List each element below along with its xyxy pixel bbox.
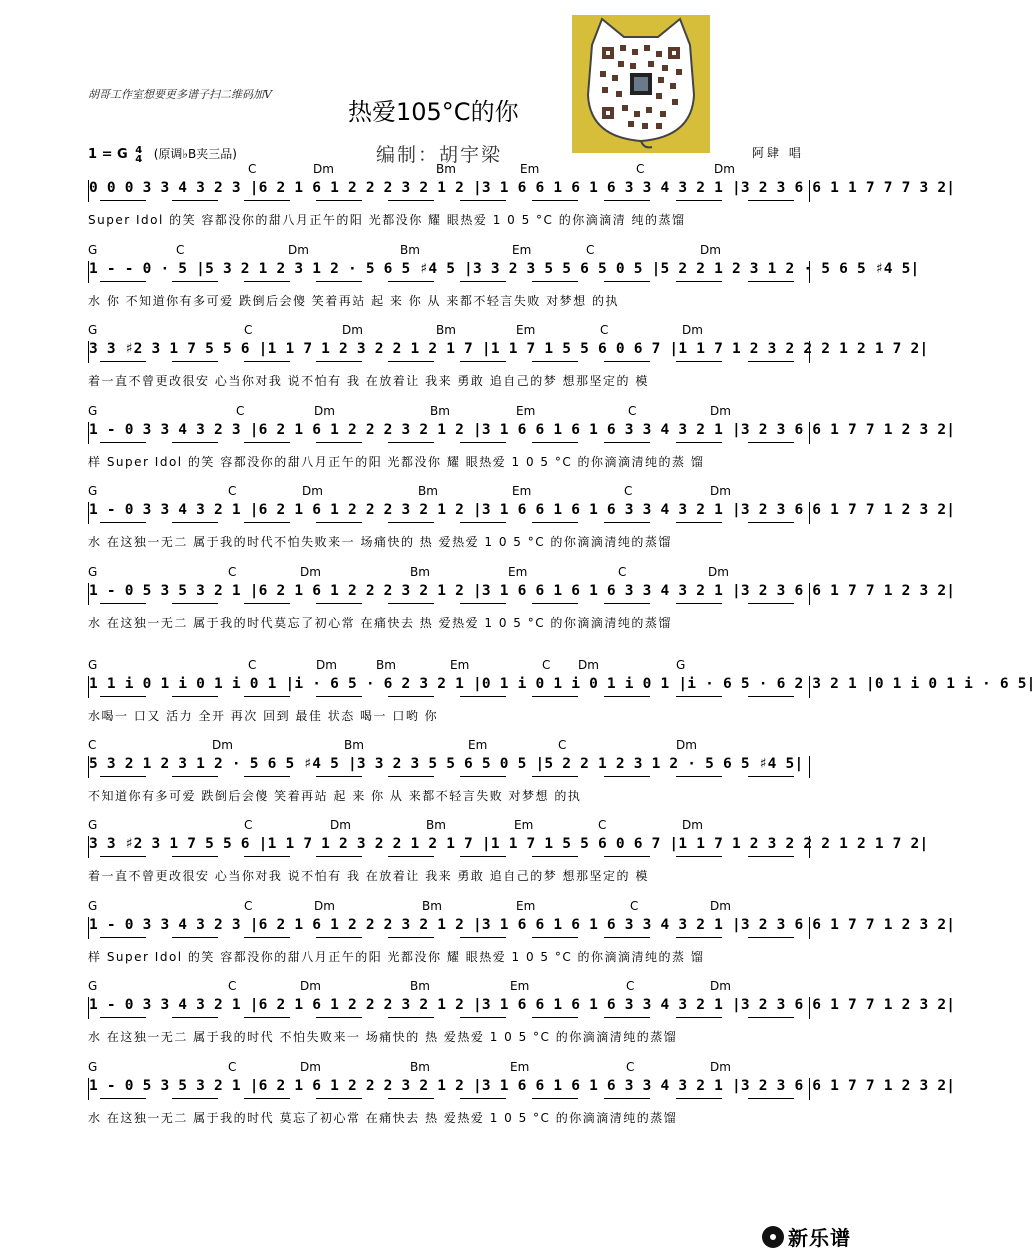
beam-line bbox=[748, 522, 794, 523]
chord-symbol: Em bbox=[512, 484, 532, 498]
score-line bbox=[88, 979, 956, 1057]
song-title: 热爱105°C的你 bbox=[348, 98, 519, 126]
beam-line bbox=[604, 442, 650, 443]
chord-symbol: Dm bbox=[300, 979, 321, 993]
beam-lines bbox=[88, 856, 808, 862]
chord-symbol: Bm bbox=[376, 658, 396, 672]
beam-line bbox=[460, 603, 506, 604]
chord-symbol: C bbox=[628, 404, 637, 418]
score-line bbox=[88, 162, 956, 240]
beam-line bbox=[748, 200, 794, 201]
chord-symbol: C bbox=[618, 565, 627, 579]
site-logo bbox=[762, 1222, 851, 1248]
beam-line bbox=[244, 200, 290, 201]
beam-line bbox=[388, 522, 434, 523]
score-line bbox=[88, 738, 808, 816]
beam-line bbox=[100, 361, 146, 362]
chord-symbol: Em bbox=[512, 243, 532, 257]
notation-row: 3 3 ♯2 3 1 7 5 5 6 |1 1 7 1 2 3 2 2 1 2 1 7 |1 1 7 1 5 5 6 0 6 7 |1 1 7 1 2 3 2 2 2 1 2 1 7 2| bbox=[88, 836, 810, 858]
beam-line bbox=[532, 696, 578, 697]
chord-symbol: Dm bbox=[314, 899, 335, 913]
beam-line bbox=[676, 1017, 722, 1018]
chord-symbol: C bbox=[598, 818, 607, 832]
chord-symbol: Dm bbox=[302, 484, 323, 498]
chord-symbol: C bbox=[248, 162, 257, 176]
chord-symbol: Bm bbox=[410, 979, 430, 993]
score-line bbox=[88, 899, 956, 977]
beam-line bbox=[460, 522, 506, 523]
chord-row bbox=[88, 162, 808, 176]
beam-line bbox=[316, 937, 362, 938]
notation-row: 1 - 0 3 3 4 3 2 1 |6 2 1 6 1 2 2 2 3 2 1 2 |3 1 6 6 1 6 1 6 3 3 4 3 2 1 |3 2 3 6 6 1 7 7 1 2 3 2| bbox=[88, 502, 810, 524]
beam-line bbox=[604, 696, 650, 697]
beam-line bbox=[748, 1098, 794, 1099]
beam-line bbox=[604, 603, 650, 604]
chord-symbol: Dm bbox=[710, 899, 731, 913]
chord-symbol: C bbox=[248, 658, 257, 672]
chord-symbol: C bbox=[244, 818, 253, 832]
beam-line bbox=[172, 442, 218, 443]
chord-symbol: Em bbox=[510, 979, 530, 993]
chord-symbol: G bbox=[88, 484, 98, 498]
chord-symbol: Em bbox=[514, 818, 534, 832]
beam-line bbox=[316, 696, 362, 697]
arranger: 编制：胡宇梁 bbox=[376, 144, 503, 166]
beam-line bbox=[748, 1017, 794, 1018]
beam-lines bbox=[88, 361, 808, 367]
chord-symbol: C bbox=[88, 738, 97, 752]
chord-row bbox=[88, 899, 808, 913]
beam-line bbox=[244, 522, 290, 523]
chord-symbol: Dm bbox=[313, 162, 334, 176]
chord-row bbox=[88, 818, 808, 832]
beam-line bbox=[244, 937, 290, 938]
beam-line bbox=[748, 856, 794, 857]
beam-line bbox=[100, 200, 146, 201]
beam-line bbox=[244, 603, 290, 604]
beam-line bbox=[676, 856, 722, 857]
beam-line bbox=[676, 522, 722, 523]
beam-line bbox=[244, 1017, 290, 1018]
beam-line bbox=[532, 442, 578, 443]
chord-symbol: G bbox=[88, 323, 98, 337]
chord-symbol: C bbox=[630, 899, 639, 913]
beam-line bbox=[604, 776, 650, 777]
beam-line bbox=[676, 937, 722, 938]
lyric-row: 不知道你有多可爱 跌倒后会傻 笑着再站 起 来 你 从 来都不轻言失败 对梦想 的执 bbox=[88, 789, 582, 803]
chord-symbol: Dm bbox=[288, 243, 309, 257]
beam-line bbox=[460, 776, 506, 777]
chord-row bbox=[88, 404, 808, 418]
chord-symbol: C bbox=[636, 162, 645, 176]
chord-row bbox=[88, 243, 808, 257]
beam-line bbox=[172, 856, 218, 857]
chord-symbol: Bm bbox=[426, 818, 446, 832]
chord-symbol: Dm bbox=[300, 1060, 321, 1074]
chord-symbol: Bm bbox=[400, 243, 420, 257]
chord-symbol: Bm bbox=[344, 738, 364, 752]
beam-line bbox=[604, 200, 650, 201]
chord-symbol: Dm bbox=[708, 565, 729, 579]
chord-symbol: Bm bbox=[430, 404, 450, 418]
chord-symbol: G bbox=[88, 1060, 98, 1074]
beam-line bbox=[388, 776, 434, 777]
chord-symbol: C bbox=[244, 899, 253, 913]
lyric-row: 水 在这独一无二 属于我的时代 不怕失败来一 场痛快的 热 爱热爱 1 0 5 °C 的你滴滴清纯的蒸馏 bbox=[88, 1030, 678, 1044]
chord-symbol: Dm bbox=[342, 323, 363, 337]
beam-line bbox=[604, 361, 650, 362]
beam-line bbox=[316, 361, 362, 362]
beam-line bbox=[100, 696, 146, 697]
chord-symbol: Bm bbox=[410, 565, 430, 579]
chord-row bbox=[88, 565, 808, 579]
beam-line bbox=[460, 1017, 506, 1018]
chord-symbol: Bm bbox=[410, 1060, 430, 1074]
chord-symbol: Dm bbox=[700, 243, 721, 257]
chord-symbol: Em bbox=[510, 1060, 530, 1074]
score-line bbox=[88, 243, 920, 321]
beam-line bbox=[532, 776, 578, 777]
qr-cat-icon bbox=[572, 15, 710, 153]
beam-line bbox=[604, 522, 650, 523]
beam-line bbox=[172, 522, 218, 523]
chord-symbol: C bbox=[228, 1060, 237, 1074]
beam-line bbox=[316, 856, 362, 857]
beam-line bbox=[604, 937, 650, 938]
score-line bbox=[88, 323, 929, 401]
chord-symbol: Em bbox=[520, 162, 540, 176]
time-signature bbox=[135, 146, 142, 164]
chord-symbol: Dm bbox=[710, 979, 731, 993]
beam-line bbox=[100, 937, 146, 938]
notation-row: 1 - - 0 · 5 |5 3 2 1 2 3 1 2 · 5 6 5 ♯4 5 |3 3 2 3 5 5 6 5 0 5 |5 2 2 1 2 3 1 2 · 5 6 5 ♯4 5| bbox=[88, 261, 810, 283]
beam-line bbox=[316, 442, 362, 443]
beam-line bbox=[100, 281, 146, 282]
chord-symbol: C bbox=[626, 979, 635, 993]
beam-line bbox=[244, 361, 290, 362]
beam-lines bbox=[88, 776, 808, 782]
chord-symbol: Dm bbox=[710, 1060, 731, 1074]
beam-line bbox=[676, 281, 722, 282]
chord-symbol: Dm bbox=[710, 404, 731, 418]
chord-symbol: C bbox=[542, 658, 551, 672]
chord-symbol: G bbox=[88, 243, 98, 257]
chord-symbol: Dm bbox=[682, 323, 703, 337]
chord-symbol: Em bbox=[450, 658, 470, 672]
chord-symbol: Dm bbox=[682, 818, 703, 832]
beam-line bbox=[604, 281, 650, 282]
time-sig-bottom: 4 bbox=[135, 153, 143, 165]
beam-line bbox=[100, 522, 146, 523]
lyric-row: 样 Super Idol 的笑 容都没你的甜八月正午的阳 光都没你 耀 眼热爱 1 0 5 °C 的你滴滴清纯的蒸 馏 bbox=[88, 455, 705, 469]
beam-line bbox=[172, 937, 218, 938]
beam-line bbox=[532, 603, 578, 604]
original-key: (原调♭B夹三品) bbox=[153, 147, 237, 161]
beam-line bbox=[388, 361, 434, 362]
lyric-row: 水 在这独一无二 属于我的时代莫忘了初心常 在痛快去 热 爱热爱 1 0 5 °C 的你滴滴清纯的蒸馏 bbox=[88, 616, 672, 630]
beam-line bbox=[172, 1098, 218, 1099]
beam-line bbox=[172, 696, 218, 697]
chord-symbol: Dm bbox=[330, 818, 351, 832]
beam-line bbox=[388, 1017, 434, 1018]
beam-line bbox=[676, 696, 722, 697]
beam-line bbox=[388, 603, 434, 604]
beam-line bbox=[316, 200, 362, 201]
chord-symbol: C bbox=[236, 404, 245, 418]
beam-line bbox=[748, 442, 794, 443]
chord-symbol: Bm bbox=[418, 484, 438, 498]
key-signature bbox=[88, 145, 237, 164]
chord-symbol: C bbox=[228, 484, 237, 498]
beam-line bbox=[172, 361, 218, 362]
chord-symbol: Dm bbox=[212, 738, 233, 752]
qr-code-image bbox=[572, 15, 710, 153]
lyric-row: 水喝一 口又 活力 全开 再次 回到 最佳 状态 喝一 口哟 你 bbox=[88, 709, 439, 723]
beam-line bbox=[532, 200, 578, 201]
notation-row: 1 - 0 3 3 4 3 2 3 |6 2 1 6 1 2 2 2 3 2 1 2 |3 1 6 6 1 6 1 6 3 3 4 3 2 1 |3 2 3 6 6 1 7 7 1 2 3 2| bbox=[88, 917, 810, 939]
chord-symbol: C bbox=[626, 1060, 635, 1074]
score-line bbox=[88, 565, 956, 643]
beam-line bbox=[388, 200, 434, 201]
beam-line bbox=[604, 1098, 650, 1099]
beam-line bbox=[172, 200, 218, 201]
beam-line bbox=[244, 281, 290, 282]
beam-line bbox=[388, 696, 434, 697]
chord-symbol: Bm bbox=[422, 899, 442, 913]
notation-row: 1 - 0 5 3 5 3 2 1 |6 2 1 6 1 2 2 2 3 2 1 2 |3 1 6 6 1 6 1 6 3 3 4 3 2 1 |3 2 3 6 6 1 7 7 1 2 3 2| bbox=[88, 1078, 810, 1100]
beam-line bbox=[748, 603, 794, 604]
lyric-row: 水 在这独一无二 属于我的时代 莫忘了初心常 在痛快去 热 爱热爱 1 0 5 °C 的你滴滴清纯的蒸馏 bbox=[88, 1111, 678, 1125]
beam-line bbox=[532, 281, 578, 282]
beam-line bbox=[316, 522, 362, 523]
chord-symbol: Bm bbox=[436, 162, 456, 176]
chord-symbol: C bbox=[228, 979, 237, 993]
lyric-row: 着一直不曾更改很安 心当你对我 说不怕有 我 在放着让 我来 勇敢 追自己的梦 想那坚定的 模 bbox=[88, 374, 649, 388]
chord-symbol: Dm bbox=[578, 658, 599, 672]
beam-line bbox=[244, 696, 290, 697]
chord-symbol: Dm bbox=[300, 565, 321, 579]
beam-line bbox=[460, 856, 506, 857]
beam-line bbox=[532, 361, 578, 362]
beam-line bbox=[676, 776, 722, 777]
chord-symbol: Em bbox=[516, 404, 536, 418]
beam-line bbox=[316, 1017, 362, 1018]
score-line bbox=[88, 658, 1036, 736]
chord-symbol: Dm bbox=[710, 484, 731, 498]
chord-symbol: G bbox=[88, 979, 98, 993]
chord-row bbox=[88, 1060, 808, 1074]
beam-line bbox=[676, 200, 722, 201]
lyric-row: 水 你 不知道你有多可爱 跌倒后会傻 笑着再站 起 来 你 从 来都不轻言失败 对梦想 的执 bbox=[88, 294, 619, 308]
beam-line bbox=[748, 696, 794, 697]
notation-row: 0 0 0 3 3 4 3 2 3 |6 2 1 6 1 2 2 2 3 2 1 2 |3 1 6 6 1 6 1 6 3 3 4 3 2 1 |3 2 3 6 6 1 1 7 7 7 3 2| bbox=[88, 180, 810, 202]
beam-lines bbox=[88, 522, 808, 528]
beam-line bbox=[604, 1017, 650, 1018]
chord-row bbox=[88, 738, 808, 752]
beam-line bbox=[316, 603, 362, 604]
beam-line bbox=[460, 361, 506, 362]
chord-symbol: G bbox=[88, 404, 98, 418]
beam-line bbox=[748, 776, 794, 777]
beam-lines bbox=[88, 442, 808, 448]
beam-line bbox=[532, 937, 578, 938]
lyric-row: 水 在这独一无二 属于我的时代不怕失败来一 场痛快的 热 爱热爱 1 0 5 °C 的你滴滴清纯的蒸馏 bbox=[88, 535, 672, 549]
beam-lines bbox=[88, 200, 808, 206]
beam-line bbox=[532, 1017, 578, 1018]
beam-line bbox=[748, 937, 794, 938]
beam-lines bbox=[88, 281, 808, 287]
beam-line bbox=[316, 1098, 362, 1099]
chord-symbol: G bbox=[88, 658, 98, 672]
beam-line bbox=[460, 937, 506, 938]
record-disc-icon bbox=[762, 1226, 784, 1248]
beam-lines bbox=[88, 1017, 808, 1023]
beam-line bbox=[100, 776, 146, 777]
beam-line bbox=[460, 1098, 506, 1099]
beam-line bbox=[748, 281, 794, 282]
beam-line bbox=[460, 696, 506, 697]
chord-symbol: G bbox=[676, 658, 686, 672]
beam-line bbox=[748, 361, 794, 362]
beam-line bbox=[388, 937, 434, 938]
beam-line bbox=[460, 200, 506, 201]
beam-line bbox=[244, 442, 290, 443]
notation-row: 3 3 ♯2 3 1 7 5 5 6 |1 1 7 1 2 3 2 2 1 2 1 7 |1 1 7 1 5 5 6 0 6 7 |1 1 7 1 2 3 2 2 2 1 2 1 7 2| bbox=[88, 341, 810, 363]
score-line bbox=[88, 1060, 956, 1138]
beam-line bbox=[172, 603, 218, 604]
beam-line bbox=[172, 281, 218, 282]
beam-line bbox=[100, 856, 146, 857]
beam-line bbox=[100, 603, 146, 604]
score-line bbox=[88, 404, 956, 482]
notation-row: 1 - 0 5 3 5 3 2 1 |6 2 1 6 1 2 2 2 3 2 1 2 |3 1 6 6 1 6 1 6 3 3 4 3 2 1 |3 2 3 6 6 1 7 7 1 2 3 2| bbox=[88, 583, 810, 605]
chord-symbol: Em bbox=[516, 899, 536, 913]
chord-symbol: C bbox=[228, 565, 237, 579]
beam-line bbox=[532, 522, 578, 523]
beam-lines bbox=[88, 937, 808, 943]
chord-symbol: G bbox=[88, 899, 98, 913]
logo-text: 新乐谱 bbox=[788, 1226, 851, 1250]
singer: 阿肆 唱 bbox=[752, 146, 804, 160]
beam-line bbox=[460, 281, 506, 282]
beam-line bbox=[532, 856, 578, 857]
beam-lines bbox=[88, 1098, 808, 1104]
key-label: 1 = G bbox=[88, 147, 128, 162]
chord-symbol: Dm bbox=[314, 404, 335, 418]
beam-line bbox=[460, 442, 506, 443]
chord-symbol: Bm bbox=[436, 323, 456, 337]
chord-symbol: G bbox=[88, 565, 98, 579]
lyric-row: 着一直不曾更改很安 心当你对我 说不怕有 我 在放着让 我来 勇敢 追自己的梦 想那坚定的 模 bbox=[88, 869, 649, 883]
chord-symbol: Em bbox=[468, 738, 488, 752]
chord-symbol: Dm bbox=[714, 162, 735, 176]
chord-symbol: Em bbox=[508, 565, 528, 579]
beam-line bbox=[100, 1098, 146, 1099]
chord-row bbox=[88, 658, 808, 672]
chord-symbol: Dm bbox=[676, 738, 697, 752]
beam-line bbox=[316, 776, 362, 777]
beam-line bbox=[388, 1098, 434, 1099]
chord-symbol: Em bbox=[516, 323, 536, 337]
notation-row: 5 3 2 1 2 3 1 2 · 5 6 5 ♯4 5 |3 3 2 3 5 5 6 5 0 5 |5 2 2 1 2 3 1 2 · 5 6 5 ♯4 5| bbox=[88, 756, 810, 778]
notation-row: 1 - 0 3 3 4 3 2 1 |6 2 1 6 1 2 2 2 3 2 1 2 |3 1 6 6 1 6 1 6 3 3 4 3 2 1 |3 2 3 6 6 1 7 7 1 2 3 2| bbox=[88, 997, 810, 1019]
beam-line bbox=[676, 361, 722, 362]
chord-symbol: C bbox=[176, 243, 185, 257]
beam-line bbox=[388, 281, 434, 282]
time-sig-top: 4 bbox=[135, 144, 143, 156]
chord-symbol: C bbox=[600, 323, 609, 337]
chord-symbol: Dm bbox=[316, 658, 337, 672]
beam-line bbox=[676, 1098, 722, 1099]
beam-line bbox=[172, 1017, 218, 1018]
beam-line bbox=[244, 776, 290, 777]
beam-line bbox=[244, 856, 290, 857]
notation-row: 1 1 i 0 1 i 0 1 i 0 1 |i · 6 5 · 6 2 3 2 1 |0 1 i 0 1 i 0 1 i 0 1 |i · 6 5 · 6 2 3 2 1 |0 1 i 0 1 i · 6 5| bbox=[88, 676, 810, 698]
notation-row: 1 - 0 3 3 4 3 2 3 |6 2 1 6 1 2 2 2 3 2 1 2 |3 1 6 6 1 6 1 6 3 3 4 3 2 1 |3 2 3 6 6 1 7 7 1 2 3 2| bbox=[88, 422, 810, 444]
beam-line bbox=[100, 442, 146, 443]
top-note: 胡哥工作室想要更多谱子扫二维码加V bbox=[88, 88, 272, 101]
beam-line bbox=[244, 1098, 290, 1099]
beam-line bbox=[100, 1017, 146, 1018]
chord-symbol: C bbox=[586, 243, 595, 257]
beam-line bbox=[532, 1098, 578, 1099]
beam-line bbox=[388, 856, 434, 857]
lyric-row: Super Idol 的笑 容都没你的甜八月正午的阳 光都没你 耀 眼热爱 1 0 5 °C 的你滴滴清 纯的蒸馏 bbox=[88, 213, 686, 227]
chord-row bbox=[88, 323, 808, 337]
score-line bbox=[88, 818, 929, 896]
chord-symbol: C bbox=[244, 323, 253, 337]
beam-line bbox=[172, 776, 218, 777]
beam-line bbox=[676, 603, 722, 604]
chord-symbol: G bbox=[88, 818, 98, 832]
beam-line bbox=[604, 856, 650, 857]
chord-symbol: C bbox=[624, 484, 633, 498]
beam-line bbox=[388, 442, 434, 443]
beam-lines bbox=[88, 696, 808, 702]
beam-lines bbox=[88, 603, 808, 609]
chord-row bbox=[88, 979, 808, 993]
beam-line bbox=[676, 442, 722, 443]
lyric-row: 样 Super Idol 的笑 容都没你的甜八月正午的阳 光都没你 耀 眼热爱 1 0 5 °C 的你滴滴清纯的蒸 馏 bbox=[88, 950, 705, 964]
beam-line bbox=[316, 281, 362, 282]
score-line bbox=[88, 484, 956, 562]
chord-symbol: C bbox=[558, 738, 567, 752]
chord-row bbox=[88, 484, 808, 498]
